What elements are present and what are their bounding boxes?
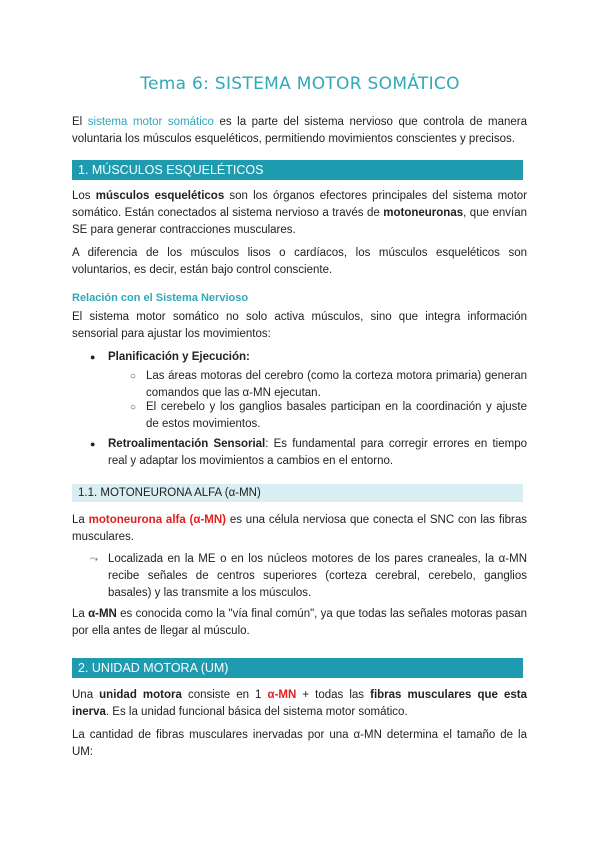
sub-bullet-1: Las áreas motoras del cerebro (como la corteza motora primaria) generan comandos que las α-MN ejecutan. — [146, 370, 527, 399]
s1p1-a: Los — [72, 190, 96, 202]
bullet-icon: ● — [90, 439, 96, 449]
section-2-paragraph-2: La cantidad de fibras musculares inervadas por una α-MN determina el tamaño de la UM: — [72, 729, 527, 758]
s1p1-c: son los órganos efectores principales del sistema motor somático. Están conectados al sistema nervioso a través de — [72, 190, 527, 219]
bullet-2-bold: Retroalimentación Sensorial — [108, 438, 266, 450]
s11p1-a: La — [72, 514, 89, 526]
s2p1-e: + todas las — [296, 689, 371, 701]
arrow-item: Localizada en la ME o en los núcleos motores de los pares craneales, la α-MN recibe señales de centros superiores (corteza cerebral, cerebelo, ganglios basales) y las transmite a los músculos. — [108, 553, 527, 599]
s1p1-b: músculos esqueléticos — [95, 190, 225, 202]
s2p1-c: consiste en 1 — [181, 689, 268, 701]
page-title: Tema 6: SISTEMA MOTOR SOMÁTICO — [140, 74, 460, 94]
intro-paragraph — [72, 114, 527, 148]
bullet-1 — [108, 349, 527, 366]
section-1-paragraph-1 — [72, 188, 527, 239]
s2p1-g: . Es la unidad funcional básica del sistema motor somático. — [105, 706, 408, 718]
s11p2-b: α-MN — [88, 608, 117, 620]
bullet-icon: ● — [90, 352, 96, 362]
intro-text-a: El — [72, 116, 88, 128]
s11p1-b: motoneurona alfa (α-MN) — [88, 514, 227, 526]
s11p1-c: es una célula nerviosa que conecta el SNC con las fibras musculares. — [72, 514, 527, 543]
s11p2-c: es conocida como la "vía final común", ya que todas las señales motoras pasan por ella antes de llegar al músculo. — [72, 608, 527, 637]
section-2-heading: 2. UNIDAD MOTORA (UM) — [72, 658, 523, 678]
circle-bullet-icon: ○ — [130, 371, 137, 382]
section-1-heading: 1. MÚSCULOS ESQUELÉTICOS — [72, 160, 523, 180]
s2p1-d: α-MN — [267, 689, 297, 701]
arrow-icon: ⤳ — [90, 554, 98, 565]
section-1-1-paragraph-2 — [72, 606, 527, 640]
s2p1-b: unidad motora — [99, 689, 182, 701]
sub-bullet-2: El cerebelo y los ganglios basales participan en la coordinación y ajuste de estos movimientos. — [146, 401, 527, 430]
section-2-paragraph-1 — [72, 687, 527, 721]
s2p1-f: fibras musculares que esta inerva — [72, 689, 527, 718]
s2p1-a: Una — [72, 689, 100, 701]
bullet-2-text: : Es fundamental para corregir errores en tiempo real y adaptar los movimientos a cambios en el entorno. — [108, 438, 528, 467]
section-1-subheading: Relación con el Sistema Nervioso — [72, 292, 249, 304]
section-1-1-heading: 1.1. MOTONEURONA ALFA (α-MN) — [72, 484, 523, 502]
section-1-1-paragraph-1 — [72, 512, 527, 546]
intro-text-b: es la parte del sistema nervioso que controla de manera voluntaria los músculos esqueléticos, permitiendo movimientos conscientes y precisos. — [72, 116, 528, 145]
section-1-paragraph-2: A diferencia de los músculos lisos o cardíacos, los músculos esqueléticos son voluntarios, es decir, están bajo control consciente. — [72, 247, 527, 276]
s1p1-d: motoneuronas — [383, 207, 464, 219]
section-1-paragraph-3: El sistema motor somático no solo activa músculos, sino que integra información sensorial para ajustar los movimientos: — [72, 311, 527, 340]
s1p1-e: , que envían SE para generar contracciones musculares. — [72, 207, 527, 236]
s11p2-a: La — [72, 608, 89, 620]
bullet-1-text: Planificación y Ejecución: — [108, 351, 250, 363]
circle-bullet-icon: ○ — [130, 402, 137, 413]
bullet-2 — [108, 436, 527, 470]
intro-highlight: sistema motor somático — [87, 116, 214, 128]
